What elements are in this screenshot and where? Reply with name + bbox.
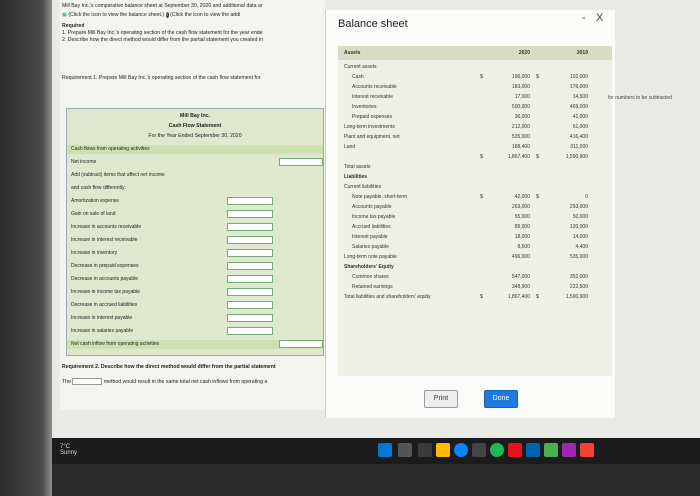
assets-header: Assets <box>344 50 361 56</box>
statement-period: For the Year Ended September 30, 2020 <box>148 133 242 139</box>
cash-flow-row-label: Decrease in accounts payable <box>71 276 138 282</box>
cash-flow-row <box>67 158 323 167</box>
weather-temp: 7°C <box>60 444 71 450</box>
done-button[interactable]: Done <box>484 390 518 408</box>
liability-2019: 4,400 <box>575 244 588 250</box>
app3-icon[interactable] <box>562 443 576 457</box>
current-liabilities-label: Current liabilities <box>344 184 381 190</box>
asset-2019: 14,500 <box>572 94 588 100</box>
amount-input[interactable] <box>227 223 273 231</box>
cash-flow-row <box>67 314 323 323</box>
app-icon[interactable] <box>508 443 522 457</box>
liability-label: Accrued liabilities <box>352 224 391 230</box>
minimize-button[interactable]: - <box>582 12 586 24</box>
intro-text: Mill Bay Inc.'s comparative balance sheet at September 30, 2020 and additional data ar <box>62 3 263 9</box>
cash-flow-row-label: Increase in salaries payable <box>71 328 133 334</box>
asset-2019: 311,000 <box>570 144 588 150</box>
amount-input[interactable] <box>227 301 273 309</box>
statement-name: Cash Flow Statement <box>168 123 222 129</box>
asset-label: Interest receivable <box>352 94 393 100</box>
dollar-sign: $ <box>536 194 539 200</box>
dollar-sign: $ <box>480 154 483 160</box>
requirement-1-heading: Requirement 1. Prepare Mill Bay Inc.'s operating section of the cash flow statement for <box>62 75 261 81</box>
chrome-icon[interactable] <box>490 443 504 457</box>
cash-flow-row <box>67 249 323 258</box>
app2-icon[interactable] <box>544 443 558 457</box>
asset-2020: 17,000 <box>514 94 530 100</box>
equity-2019: 222,500 <box>569 284 588 290</box>
balance-sheet-link[interactable]: ▦ (Click the icon to view the balance sheet.) i (Click the icon to view the addi <box>62 12 241 18</box>
year-2019: 2019 <box>576 50 588 56</box>
cash-flow-row-label: Increase in interest payable <box>71 315 133 321</box>
required-heading: Required <box>62 23 85 29</box>
liability-2020: 42,000 <box>514 194 530 200</box>
total-assets-2020: 1,867,400 <box>507 154 530 160</box>
liability-2019: 14,000 <box>572 234 588 240</box>
dollar-sign: $ <box>536 294 539 300</box>
app4-icon[interactable] <box>580 443 594 457</box>
amount-input[interactable] <box>227 327 273 335</box>
dollar-sign: $ <box>480 74 483 80</box>
liability-2019: 120,000 <box>569 224 588 230</box>
liability-label: Long-term note payable <box>344 254 397 260</box>
dollar-sign: $ <box>480 194 483 200</box>
asset-label: Inventories <box>352 104 377 110</box>
asset-label: Long-term investments <box>344 124 395 130</box>
asset-2019: 102,000 <box>569 74 588 80</box>
asset-label: Prepaid expenses <box>352 114 393 120</box>
equity-item-label: Retained earnings <box>352 284 393 290</box>
cash-flow-row-label: Increase in inventory <box>71 250 118 256</box>
cash-flow-row-label: Net income <box>71 159 97 165</box>
side-note: for numbers to be subtracted <box>608 95 672 101</box>
asset-2020: 183,000 <box>511 84 530 90</box>
cash-flow-row <box>67 210 323 219</box>
total-le-2019: 1,590,900 <box>565 294 588 300</box>
dollar-sign: $ <box>480 294 483 300</box>
weather-desc: Sunny <box>60 450 78 456</box>
cash-flow-row-label: Net cash inflow from operating activities <box>71 341 160 347</box>
asset-2019: 469,000 <box>569 104 588 110</box>
company-name: Mill Bay Inc. <box>180 113 210 119</box>
cash-flow-row-label: Decrease in accrued liabilities <box>71 302 138 308</box>
asset-label: Cash <box>352 74 364 80</box>
dollar-sign: $ <box>536 74 539 80</box>
amount-input[interactable] <box>227 249 273 257</box>
weather-widget[interactable] <box>60 444 77 456</box>
liability-2019: 535,000 <box>569 254 588 260</box>
amount-input[interactable] <box>227 314 273 322</box>
cash-flow-row <box>67 184 323 193</box>
answer-line: The method would result in the same total net cash inflows from operating a <box>62 378 268 385</box>
equity-2020: 348,900 <box>511 284 530 290</box>
cash-flow-row <box>67 223 323 232</box>
cash-flow-row-label: Amortization expense <box>71 198 120 204</box>
modal-title: Balance sheet <box>338 18 408 30</box>
table-icon[interactable]: ▦ <box>62 12 67 18</box>
asset-label: Land <box>344 144 356 150</box>
liability-2020: 8,500 <box>517 244 530 250</box>
amount-input[interactable] <box>227 288 273 296</box>
cash-flow-row-label: Increase in interest receivable <box>71 237 138 243</box>
amount-input[interactable] <box>227 210 273 218</box>
cash-flow-row <box>67 327 323 336</box>
amount-input[interactable] <box>279 340 323 348</box>
liability-label: Income tax payable <box>352 214 396 220</box>
asset-2020: 36,000 <box>514 114 530 120</box>
taskbar <box>52 438 700 464</box>
cash-flow-row <box>67 288 323 297</box>
liability-2020: 263,000 <box>511 204 530 210</box>
asset-2019: 41,000 <box>572 114 588 120</box>
requirement-2-heading: Requirement 2. Describe how the direct method would differ from the partial statement <box>62 364 276 370</box>
close-button[interactable]: X <box>596 12 604 24</box>
liability-2020: 55,000 <box>514 214 530 220</box>
cash-flow-row <box>67 171 323 180</box>
widgets-icon[interactable] <box>418 443 432 457</box>
equity-item-label: Common shares <box>352 274 389 280</box>
year-2020: 2020 <box>518 50 530 56</box>
method-dropdown[interactable] <box>72 378 102 385</box>
equity-label: Shareholders' Equity <box>344 264 394 270</box>
liability-2019: 0 <box>585 194 588 200</box>
cash-flow-row <box>67 301 323 310</box>
requirement-2-text: 2. Describe how the direct method would differ from the partial statement you created in <box>62 37 263 43</box>
equity-2020: 547,000 <box>511 274 530 280</box>
cash-flow-table <box>66 108 324 356</box>
print-button[interactable]: Print <box>424 390 458 408</box>
balance-sheet-table <box>338 46 612 376</box>
cash-flow-row <box>67 145 323 154</box>
asset-label: Plant and equipment, net <box>344 134 400 140</box>
mail-icon[interactable] <box>526 443 540 457</box>
liability-2020: 496,000 <box>511 254 530 260</box>
liabilities-label: Liabilities <box>344 174 368 180</box>
windows-start-icon[interactable] <box>378 443 392 457</box>
cash-flow-row <box>67 236 323 245</box>
info-icon[interactable]: i <box>166 12 168 18</box>
asset-2020: 188,400 <box>511 144 530 150</box>
cash-flow-row <box>67 262 323 271</box>
asset-2020: 212,000 <box>511 124 530 130</box>
edge-icon[interactable] <box>454 443 468 457</box>
liability-2020: 18,000 <box>514 234 530 240</box>
liability-label: Accounts payable <box>352 204 392 210</box>
cash-flow-row-label: Gain on sale of land <box>71 211 116 217</box>
cash-flow-row-label: Add (subtract) items that affect net income <box>71 172 165 178</box>
total-assets-2019: 1,590,900 <box>565 154 588 160</box>
asset-2019: 416,400 <box>569 134 588 140</box>
asset-2020: 196,000 <box>511 74 530 80</box>
cash-flow-row-label: Increase in income tax payable <box>71 289 140 295</box>
total-le-2020: 1,867,400 <box>507 294 530 300</box>
liability-2019: 50,000 <box>572 214 588 220</box>
cash-flow-row-label: Increase in accounts receivable <box>71 224 142 230</box>
asset-2020: 500,000 <box>511 104 530 110</box>
asset-2019: 176,000 <box>569 84 588 90</box>
amount-input[interactable] <box>227 197 273 205</box>
taskview-icon[interactable] <box>398 443 412 457</box>
file-explorer-icon[interactable] <box>436 443 450 457</box>
store-icon[interactable] <box>472 443 486 457</box>
amount-input[interactable] <box>227 262 273 270</box>
worksheet <box>60 0 325 410</box>
current-assets-label: Current assets <box>344 64 377 70</box>
asset-2020: 535,000 <box>511 134 530 140</box>
liability-label: Salaries payable <box>352 244 389 250</box>
cash-flow-row <box>67 197 323 206</box>
balance-sheet-modal <box>325 10 615 418</box>
amount-input[interactable] <box>227 236 273 244</box>
total-le-label: Total liabilities and shareholders' equity <box>344 294 431 300</box>
liability-label: Note payable, short-term <box>352 194 408 200</box>
liability-label: Interest payable <box>352 234 388 240</box>
asset-2019: 61,000 <box>572 124 588 130</box>
dollar-sign: $ <box>536 154 539 160</box>
cash-flow-row-label: and cash flow differently: <box>71 185 126 191</box>
asset-label: Accounts receivable <box>352 84 397 90</box>
requirement-1-text: 1. Prepare Mill Bay Inc.'s operating section of the cash flow statement for the year ende <box>62 30 263 36</box>
equity-2019: 352,000 <box>569 274 588 280</box>
cash-flow-row-label: Cash flows from operating activities <box>71 146 150 152</box>
cash-flow-row <box>67 275 323 284</box>
laptop-bezel <box>52 464 700 496</box>
liability-2020: 89,000 <box>514 224 530 230</box>
cash-flow-row-label: Decrease in prepaid expenses <box>71 263 139 269</box>
amount-input[interactable] <box>227 275 273 283</box>
amount-input[interactable] <box>279 158 323 166</box>
total-assets-label: Total assets <box>344 164 371 170</box>
cash-flow-row <box>67 340 323 349</box>
liability-2019: 293,000 <box>569 204 588 210</box>
